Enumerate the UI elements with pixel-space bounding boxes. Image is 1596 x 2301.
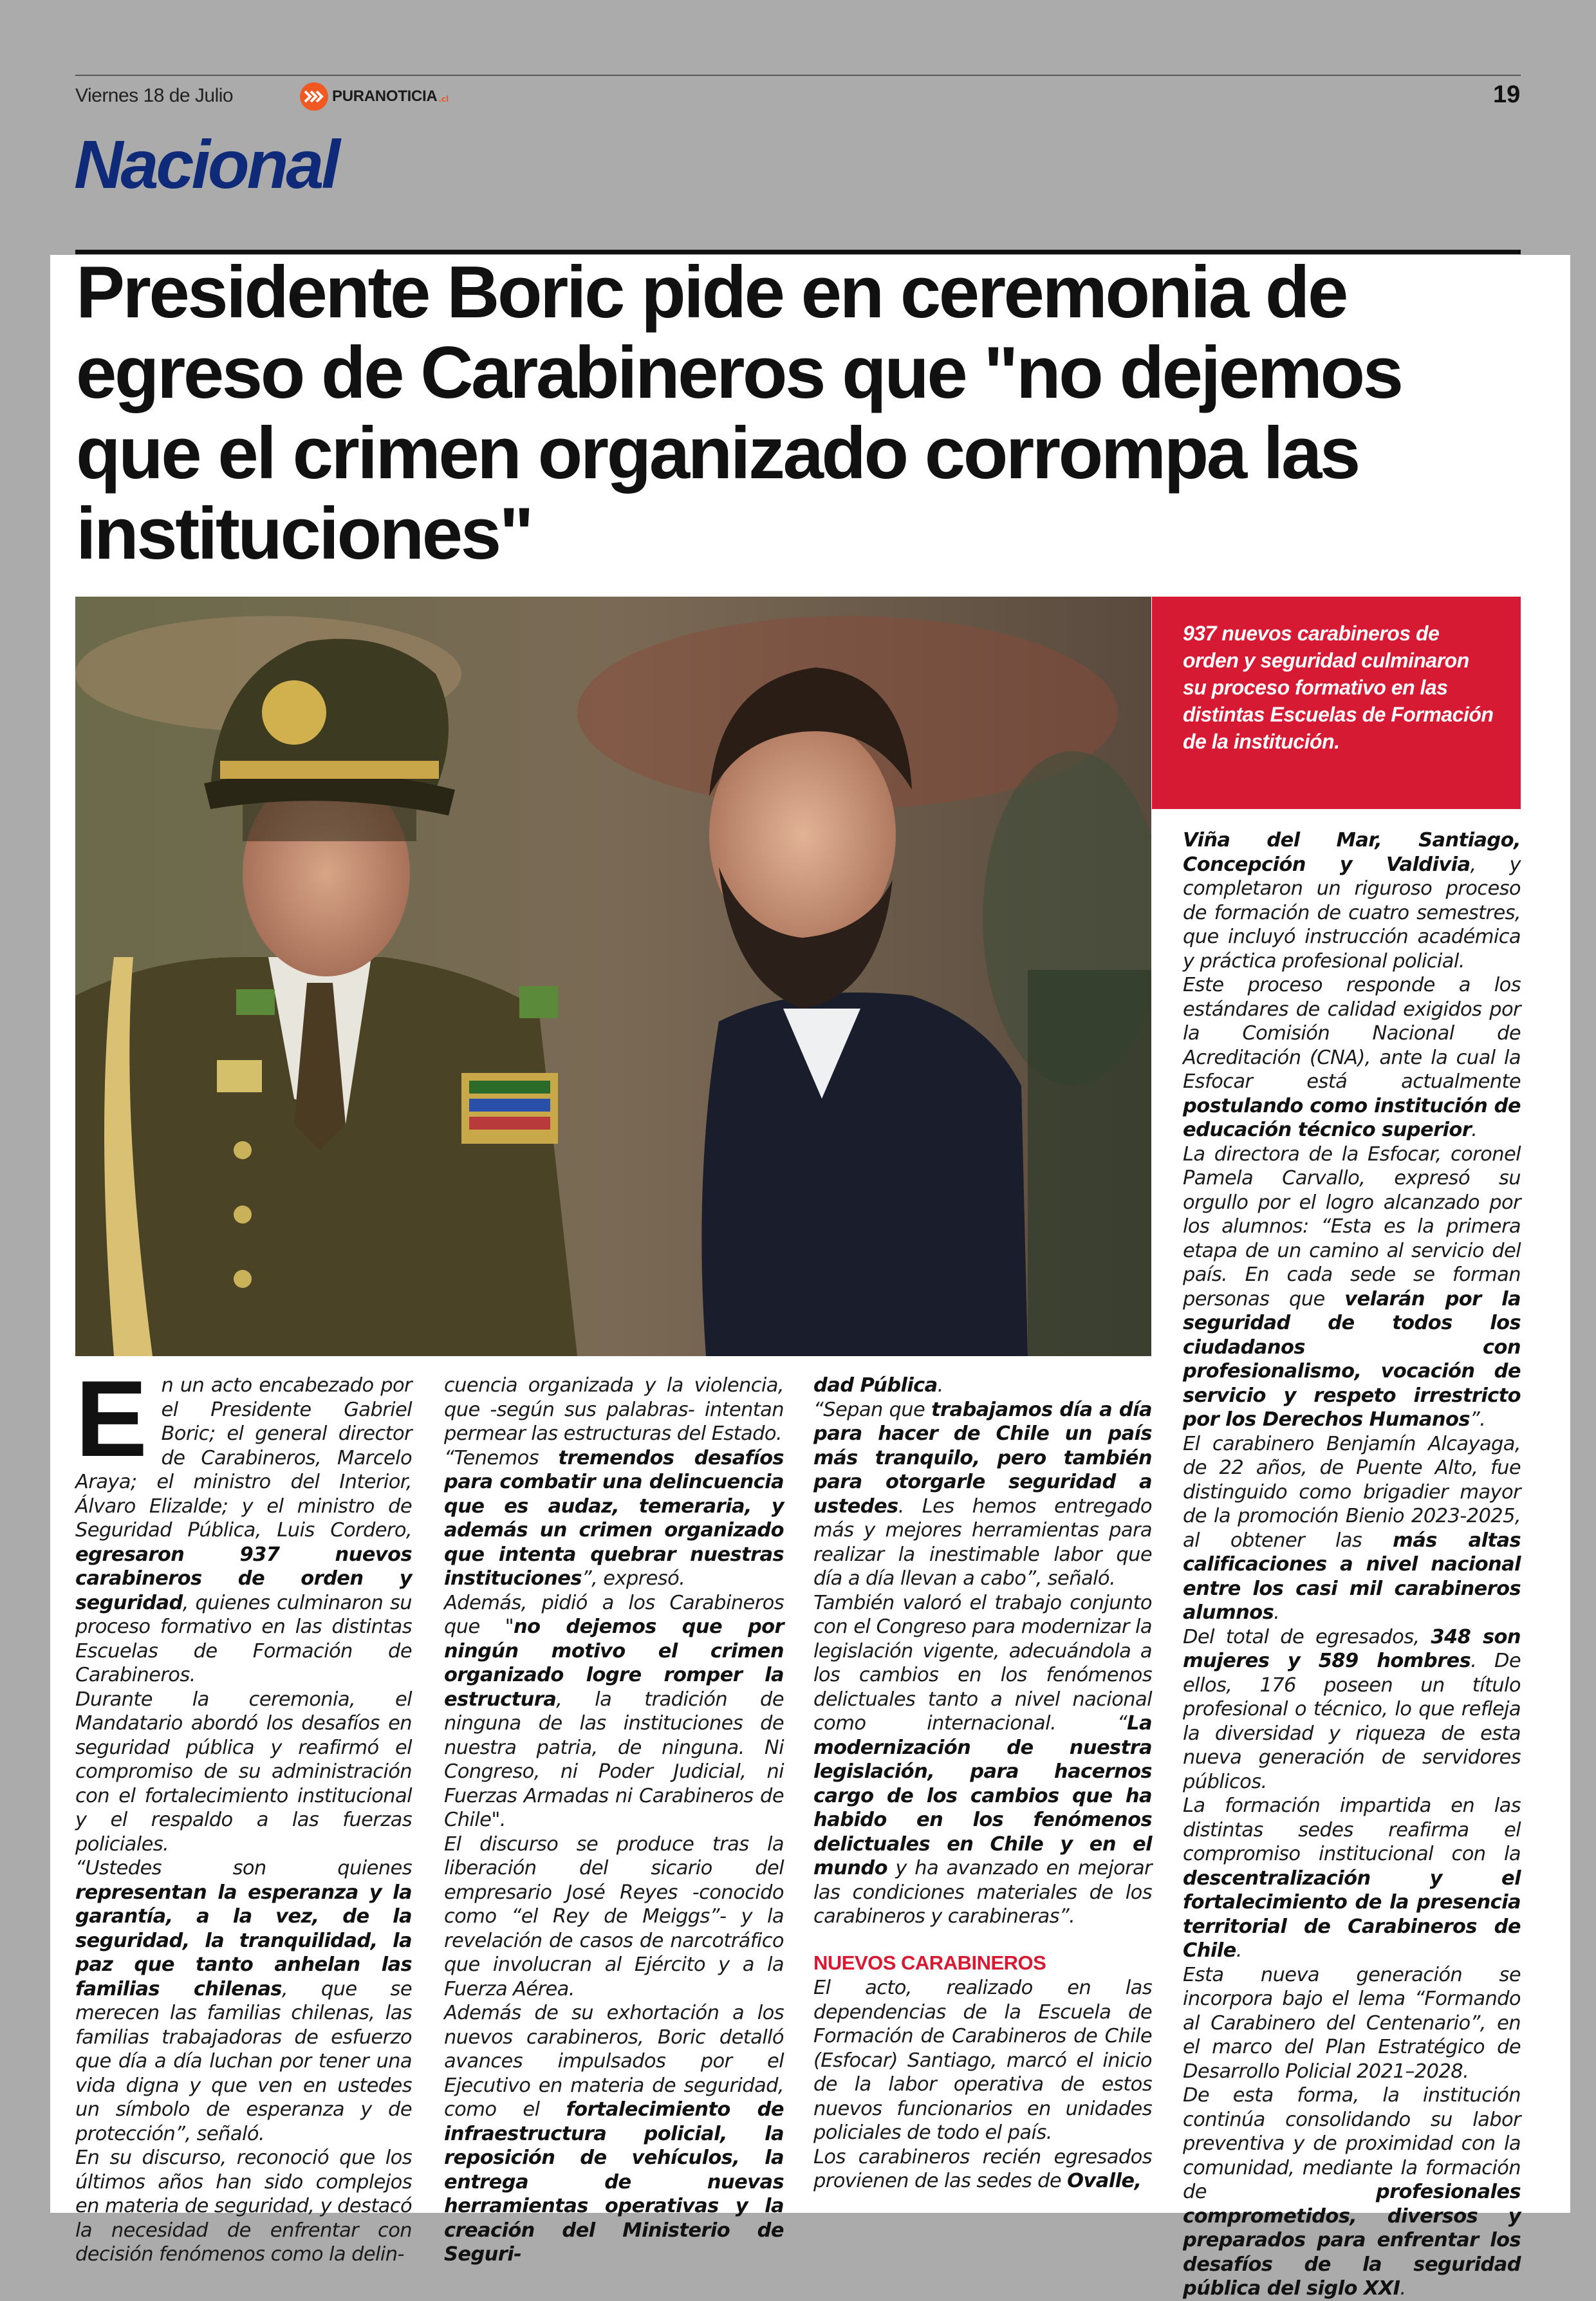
article-headline: Presidente Boric pide en ceremonia de egreso de Carabineros que "no dejemos que el crimen organizado corrompa las instituciones" xyxy=(76,252,1402,575)
article-column-3: dad Pública. “Sepan que trabajamos día a día para hacer de Chile un país más tranquilo, pero también para otorgarle seguridad a ustedes. Les hemos entregado más y mejores herramientas para realizar la inestimable labor que día a día llevan a cabo”, señaló. También valoró el trabajo conjunto con el Congreso para modernizar la legislación vigente, adecuándola a los cambios en los fenómenos delictuales tanto a nivel nacional como internacional. “La modernización de nuestra legislación, para hacernos cargo de los cambios que ha habido en los fenómenos delictuales en Chile y en el mundo y ha avanzado en mejorar las condiciones materiales de los carabineros y carabineras”. NUEVOS CARABINEROS El acto, realizado en las dependencias de la Escuela de Formación de Carabineros de Chile (Esfocar) Santiago, marcó el inicio de la labor operativa de estos nuevos funcionarios en unidades policiales de todo el país. Los carabineros recién egresados provienen de las sedes de Ovalle, xyxy=(813,1374,1152,2192)
puranoticia-logo[interactable] xyxy=(300,82,449,111)
article-column-2: cuencia organizada y la violencia, que -según sus palabras- intentan permear las estructuras del Estado. “Tenemos tremendos desafíos para combatir una delincuencia que es audaz, temeraria, y además un crimen organizado que intenta quebrar nuestras instituciones”, expresó. Además, pidió a los Carabineros que "no dejemos que por ningún motivo el crimen organizado logre romper la estructura, la tradición de ninguna de las instituciones de nuestra patria, de ninguna. Ni Congreso, ni Poder Judicial, ni Fuerzas Armadas ni Carabineros de Chile". El discurso se produce tras la liberación del sicario del empresario José Reyes -conocido como “el Rey de Meiggs”- y la revelación de casos de narcotráfico que involucran al Ejército y a la Fuerza Aérea. Además de su exhortación a los nuevos carabineros, Boric detalló avances impulsados por el Ejecutivo en materia de seguridad, como el fortalecimiento de infraestructura policial, la reposición de vehículos, la entrega de nuevas herramientas operativas y la creación del Ministerio de Seguri- xyxy=(444,1374,784,2266)
callout-text: 937 nuevos carabineros de orden y seguridad culminaron su proceso formativo en las distintas Escuelas de Formación de la institución. xyxy=(1183,622,1494,753)
article-column-4: Viña del Mar, Santiago, Concepción y Valdivia, y completaron un riguroso proceso de formación de cuatro semestres, que incluyó instrucción académica y práctica profesional policial. Este proceso responde a los estándares de calidad exigidos por la Comisión Nacional de Acreditación (CNA), ante la cual la Esfocar está actualmente postulando como institución de educación técnico superior. La directora de la Esfocar, coronel Pamela Carvallo, expresó su orgullo por el logro alcanzado por los alumnos: “Esta es la primera etapa de un camino al servicio del país. En cada sede se forman personas que velarán por la seguridad de todos los ciudadanos con profesionalismo, vocación de servicio y respeto irrestricto por los Derechos Humanos”. El carabinero Benjamín Alcayaga, de 22 años, de Puente Alto, fue distinguido como brigadier mayor de la promoción Bienio 2023-2025, al obtener las más altas calificaciones a nivel nacional entre los casi mil carabineros alumnos. Del total de egresados, 348 son mujeres y 589 hombres. De ellos, 176 poseen un título profesional o técnico, lo que refleja la diversidad y riqueza de esta nueva generación de servidores públicos. La formación impartida en las distintas sedes reafirma el compromiso institucional con la descentralización y el fortalecimiento de la presencia territorial de Carabineros de Chile. Esta nueva generación se incorpora bajo el lema “Formando al Carabinero del Centenario”, en el marco del Plan Estratégico de Desarrollo Policial 2021–2028. De esta forma, la institución continúa consolidando su labor preventiva y de proximidad con la comunidad, mediante la formación de profesionales comprometidos, diversos y preparados para enfrentar los desafíos de la seguridad pública del siglo XXI. xyxy=(1183,829,1521,2300)
article-column-1: En un acto encabezado por el Presidente Gabriel Boric; el general director de Carabineros, Marcelo Araya; el ministro del Interior, Álvaro Elizalde; y el ministro de Seguridad Pública, Luis Cordero, egresaron 937 nuevos carabineros de orden y seguridad, quienes culminaron su proceso formativo en las distintas Escuelas de Formación de Carabineros. Durante la ceremonia, el Mandatario abordó los desafíos en seguridad pública y reafirmó el compromiso de su administración con el fortalecimiento institucional y el respaldo a las fuerzas policiales. “Ustedes son quienes representan la esperanza y la garantía, a la vez, de la seguridad, la tranquilidad, la paz que tanto anhelan las familias chilenas, que se merecen las familias chilenas, las familias trabajadoras de esfuerzo que día a día luchan por tener una vida digna y que ven en ustedes un símbolo de esperanza y de protección”, señaló. En su discurso, reconoció que los últimos años han sido complejos en materia de seguridad, y destacó la necesidad de enfrentar con decisión fenómenos como la delin- xyxy=(75,1358,412,2266)
logo-text: PURANOTICIA xyxy=(332,88,438,105)
subhead: NUEVOS CARABINEROS xyxy=(813,1951,1046,1974)
page-number: 19 xyxy=(1493,81,1521,108)
dropcap: E xyxy=(75,1358,147,1479)
logo-suffix: .cl xyxy=(438,95,449,104)
callout-box xyxy=(1152,597,1521,809)
article-photo xyxy=(75,597,1151,1356)
section-title: Nacional xyxy=(74,127,338,203)
logo-arrows-icon xyxy=(300,82,328,111)
issue-date: Viernes 18 de Julio xyxy=(75,85,234,106)
header-rule xyxy=(75,75,1521,76)
